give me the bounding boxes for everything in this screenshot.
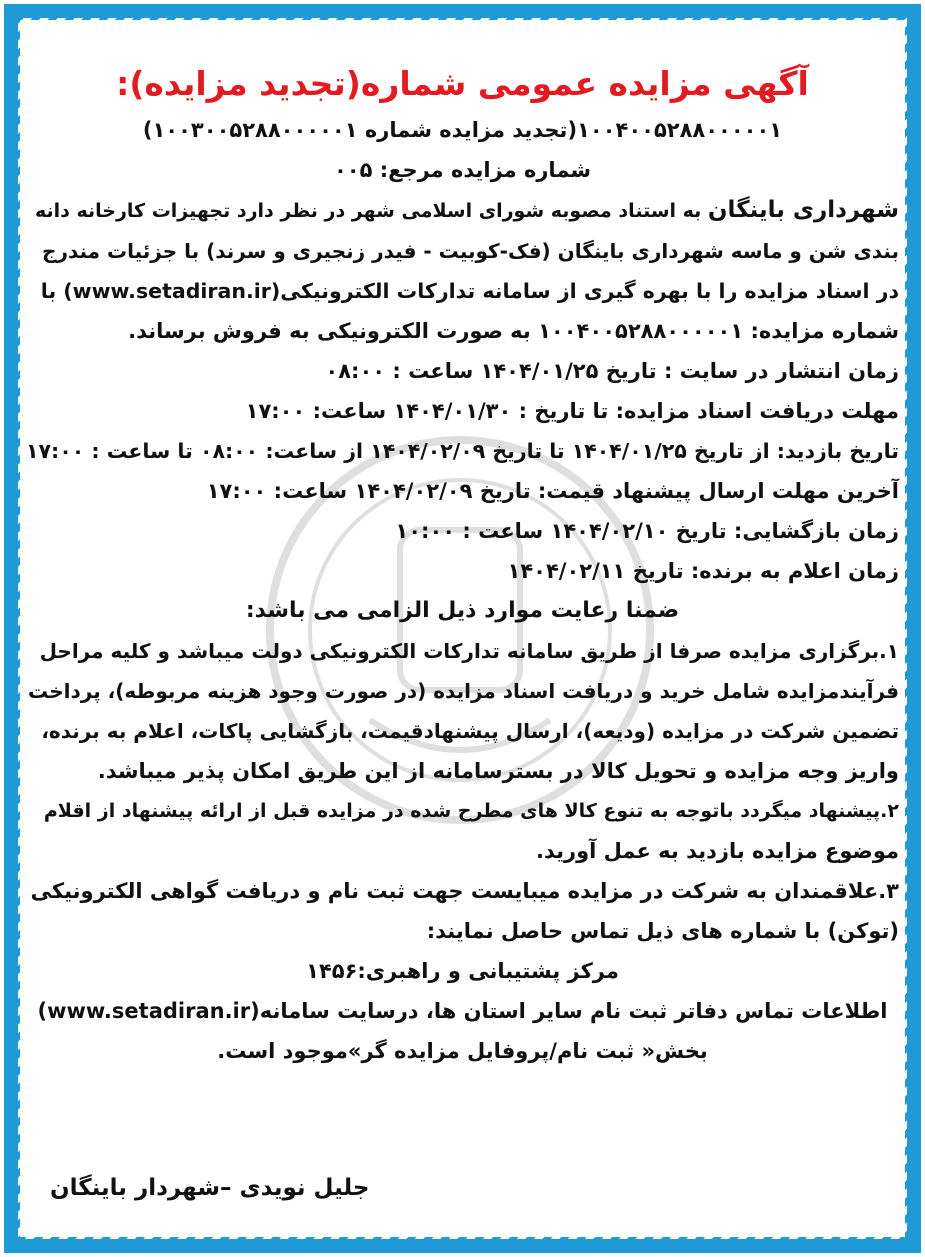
req1-line-4: واریز وجه مزایده و تحویل کالا در بسترسامانه از این طریق امکان پذیر میباشد. [97, 759, 899, 783]
signature: جلیل نویدی –شهردار باینگان [50, 1175, 370, 1201]
req1-line-2: فرآیندمزایده شامل خرید و دریافت اسناد مزایده (در صورت وجود هزینه مربوطه)، پرداخت [28, 679, 899, 703]
notice-content [26, 62, 899, 1071]
body-line-1-text: به استناد مصوبه شورای اسلامی شهر در نظر دارد تجهیزات کارخانه دانه [34, 200, 708, 222]
notice-title: آگهی مزایده عمومی شماره(تجدید مزایده): [116, 64, 809, 103]
reference-number-line: شماره مزایده مرجع: ۰۰۵ [333, 158, 592, 182]
schedule-opening: زمان بازگشایی: تاریخ ۱۴۰۴/۰۲/۱۰ ساعت : ۱۰:۰۰ [395, 519, 899, 543]
req3-line-1: ۳.علاقمندان به شرکت در مزایده میبایست جهت ثبت نام و دریافت گواهی الکترونیکی [30, 879, 899, 903]
schedule-docs-deadline: مهلت دریافت اسناد مزایده: تا تاریخ : ۱۴۰۴/۰۱/۳۰ ساعت: ۱۷:۰۰ [245, 399, 899, 423]
req3-line-2: (توکن) با شماره های ذیل تماس حاصل نمایند: [426, 919, 899, 943]
auction-number-line: ۱۰۰۴۰۰۵۲۸۸۰۰۰۰۰۱(تجدید مزایده شماره ۱۰۰۳۰۰۵۲۸۸۰۰۰۰۰۱) [142, 118, 783, 142]
offices-line-1: اطلاعات تماس دفاتر ثبت نام سایر استان ها، درسایت سامانه(www.setadiran.ir) [37, 999, 888, 1023]
schedule-winner: زمان اعلام به برنده: تاریخ ۱۴۰۴/۰۲/۱۱ [507, 559, 899, 583]
body-line-2: بندی شن و ماسه شهرداری باینگان (فک-کوبیت - فیدر زنجیری و سرند) با جزئیات مندرج [42, 239, 899, 263]
req1-line-3: تضمین شرکت در مزایده (ودیعه)، ارسال پیشنهادقیمت، بازگشایی پاکات، اعلام به برنده، [41, 719, 899, 743]
body-line-3: در اسناد مزایده را با بهره گیری از سامانه تدارکات الکترونیکی(www.setadiran.ir) با [40, 279, 899, 303]
support-center: مرکز پشتیبانی و راهبری:۱۴۵۶ [306, 959, 619, 983]
body-line-1 [26, 190, 899, 231]
requirements-heading: ضمنا رعایت موارد ذیل الزامی می باشد: [245, 598, 680, 623]
req2-line-2: موضوع مزایده بازدید به عمل آورید. [536, 839, 899, 863]
schedule-visit: تاریخ بازدید: از تاریخ ۱۴۰۴/۰۱/۲۵ تا تاریخ ۱۴۰۴/۰۲/۰۹ از ساعت: ۰۸:۰۰ تا ساعت : ۱۷:۰۰ [25, 439, 899, 463]
body-line-4: شماره مزایده: ۱۰۰۴۰۰۵۲۸۸۰۰۰۰۰۱ به صورت الکترونیکی به فروش برساند. [128, 319, 899, 343]
req1-line-1: ۱.برگزاری مزایده صرفا از طریق سامانه تدارکات الکترونیکی دولت میباشد و کلیه مراحل [39, 639, 899, 663]
offices-line-2: بخش« ثبت نام/پروفایل مزایده گر»موجود است. [217, 1039, 708, 1063]
schedule-publish: زمان انتشار در سایت : تاریخ ۱۴۰۴/۰۱/۲۵ ساعت : ۰۸:۰۰ [325, 359, 899, 383]
schedule-bid-deadline: آخرین مهلت ارسال پیشنهاد قیمت: تاریخ ۱۴۰۴/۰۲/۰۹ ساعت: ۱۷:۰۰ [206, 479, 899, 503]
municipality-name: شهرداری باینگان [707, 197, 899, 223]
req2-line-1: ۲.پیشنهاد میگردد باتوجه به تنوع کالا های مطرح شده در مزایده قبل از ارائه پیشنهاد از اقلام [43, 800, 899, 822]
